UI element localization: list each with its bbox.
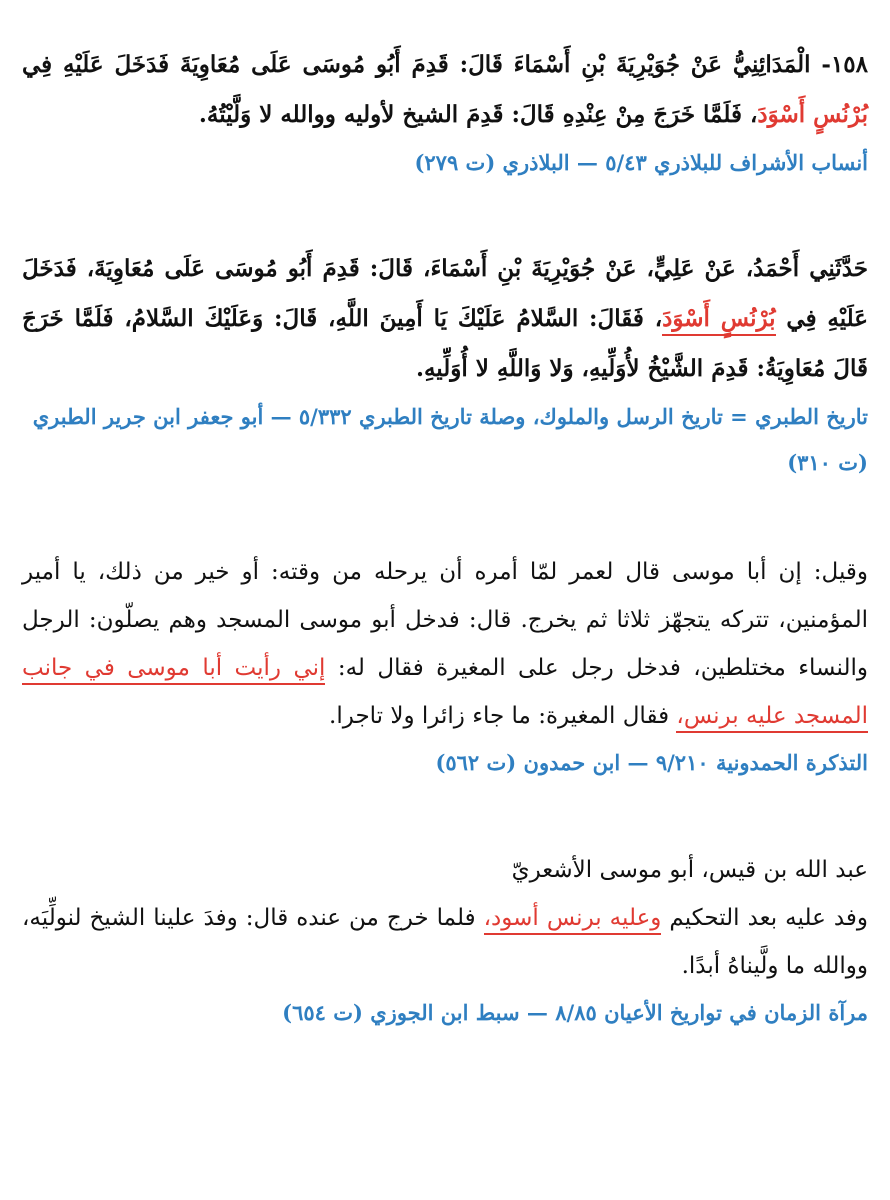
source-citation: تاريخ الطبري = تاريخ الرسل والملوك، وصلة تاريخ الطبري ٥/٣٣٢ — أبو جعفر ابن جرير الطبري (ت ٣١٠) (32, 404, 868, 475)
highlighted-phrase: بُرْنُسٍ أَسْوَدَ (757, 101, 868, 128)
quote-text (22, 40, 868, 140)
quote-segment: وفد عليه بعد التحكيم (661, 905, 868, 931)
source-citation: التذكرة الحمدونية ٩/٢١٠ — ابن حمدون (ت ٥٦٢) (435, 750, 868, 775)
quote-segment: ١٥٨- الْمَدَائِنِيُّ عَنْ جُوَيْرِيَةَ بْنِ أَسْمَاءَ قَالَ: قَدِمَ أَبُو مُوسَى عَلَى مُعَاوِيَةَ فَدَخَلَ عَلَيْهِ فِي (22, 51, 868, 78)
entry-tabari (22, 244, 868, 486)
quote-text (22, 846, 868, 990)
quote-segment: ، فَقَالَ: السَّلامُ عَلَيْكَ يَا أَمِينَ اللَّهِ، قَالَ: وَعَلَيْكَ السَّلامُ، فَلَمَّا خَرَجَ قَالَ مُعَاوِيَةُ: قَدِمَ الشَّيْخُ لأُوَلِّيهِ، وَلا وَاللَّهِ لا أُوَلِّيهِ. (22, 305, 868, 382)
entry-madaini (22, 40, 868, 186)
highlighted-phrase: وعليه برنس أسود، (484, 905, 662, 935)
source-citation: أنساب الأشراف للبلاذري ٥/٤٣ — البلاذري (ت ٢٧٩) (414, 150, 868, 175)
highlighted-phrase: إني رأيت أبا موسى في جانب المسجد عليه برنس، (22, 655, 868, 733)
highlighted-phrase: بُرْنُسٍ أَسْوَدَ (662, 305, 775, 336)
quote-segment: ، فَلَمَّا خَرَجَ مِنْ عِنْدِهِ قَالَ: قَدِمَ الشيخ لأوليه ووالله لا وَلَّيْتُهُ. (198, 101, 758, 128)
quote-segment: وقيل: إن أبا موسى قال لعمر لمّا أمره أن يرحله من وقته: أو خير من ذلك، يا أمير المؤمنين، تتركه يتجهّز ثلاثا ثم يخرج. قال: فدخل أبو موسى المسجد وهم يصلّون: الرجل والنساء مختلطين، فدخل رجل على المغيرة فقال له: (22, 559, 868, 681)
quote-text (22, 548, 868, 740)
source-citation: مرآة الزمان في تواريخ الأعيان ٨/٨٥ — سبط ابن الجوزي (ت ٦٥٤) (282, 1000, 868, 1025)
quote-segment: فلما خرج من عنده قال: وفدَ علينا الشيخ لنولِّيَه، ووالله ما ولَّيناهُ أبدًا. (22, 905, 868, 979)
quote-text (22, 244, 868, 394)
entry-hamdun (22, 548, 868, 786)
quote-segment: فقال المغيرة: ما جاء زائرا ولا تاجرا. (329, 703, 677, 729)
entry-jawzi (22, 846, 868, 1036)
entry-heading: عبد الله بن قيس، أبو موسى الأشعريّ (511, 857, 868, 883)
quote-segment: حَدَّثَنِي أَحْمَدُ، عَنْ عَلِيٍّ، عَنْ جُوَيْرِيَةَ بْنِ أَسْمَاءَ، قَالَ: قَدِمَ أَبُو مُوسَى عَلَى مُعَاوِيَةَ، فَدَخَلَ عَلَيْهِ فِي (22, 255, 868, 332)
